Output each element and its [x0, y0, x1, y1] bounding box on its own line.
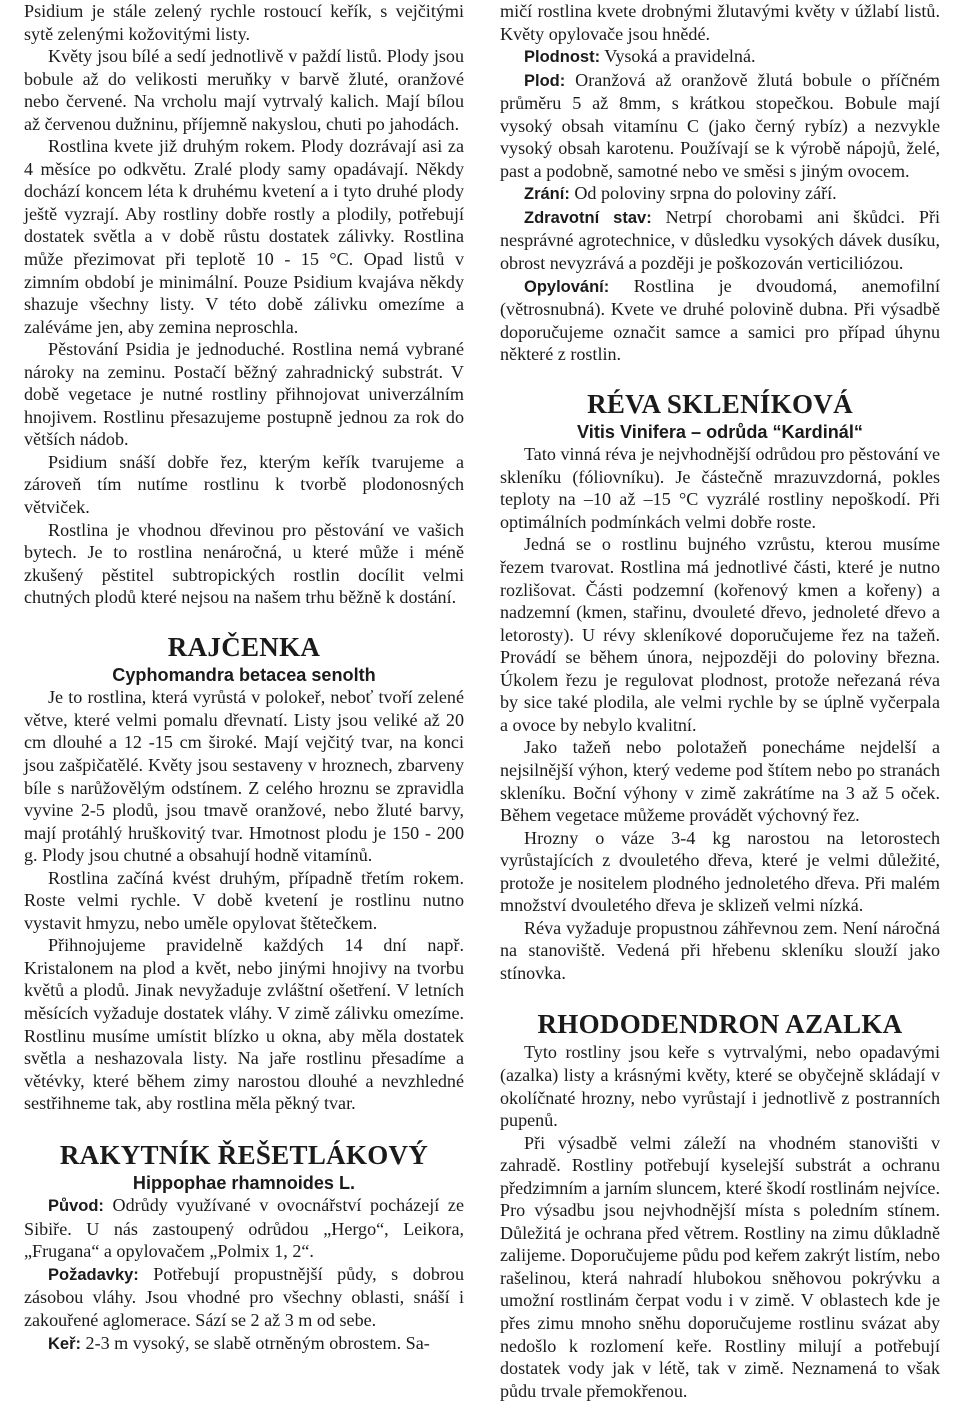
label-opylovani: Opylování:	[524, 277, 610, 296]
paragraph: Psidium je stále zelený rychle rostoucí keřík, s vejčitými sytě zelenými kožovitými listy.	[24, 1, 464, 44]
paragraph-opylovani	[500, 275, 940, 366]
paragraph-zdravotni	[500, 206, 940, 275]
heading-rakytnik: RAKYTNÍK ŘEŠETLÁKOVÝ	[59, 1139, 429, 1170]
paragraph: Přihnojujeme pravidelně každých 14 dní např. Kristalonem na plod a květ, nebo jinými hnojivy na tvorbu květů a plodů. Jinak nevyžaduje zvláštní ošetření. V letních měsících vyžaduje dostatek vláhy. V zimě zálivku omezíme. Rostlinu musíme umístit blízko u okna, aby měla dostatek světla a neshazovala listy. Na jaře rostlinu přesadíme a větévky, které během zimy narostou dlouhé a nevzhledné sestřihneme tak, aby rostlina měla pěkný tvar.	[24, 935, 464, 1114]
paragraph-plodnost	[500, 45, 940, 69]
label-plodnost: Plodnost:	[524, 48, 601, 67]
right-column	[500, 0, 940, 1402]
text-zdravotni: Netrpí chorobami ani škůdci. Při nesprávné agrotechnice, v důsledku vysokých dávek dusíku, obrost nevyzrává a později je poškozován verticiliózou.	[500, 206, 940, 274]
paragraph-zrani	[500, 182, 940, 206]
text-opylovani: Rostlina je dvoudomá, anemofilní (větrosnubná). Kvete ve druhé polovině dubna. Při výsadbě doporučujeme označit samce a samici pro případ úhynu některé z rostlin.	[500, 275, 940, 365]
text-zrani: Od poloviny srpna do poloviny září.	[569, 183, 837, 204]
paragraph: Tyto rostliny jsou keře s vytrvalými, nebo opadavými (azalka) listy a krásnými květy, které se obyčejně skládají v okolíčnaté hrozny, nebo vyrůstají i jednotlivě z postranních pupenů.	[500, 1042, 940, 1131]
paragraph: Rostlina je vhodnou dřevinou pro pěstování ve vašich bytech. Je to rostlina nenáročná, u které může i méně zkušený pěstitel subtropických rostlin docílit velmi chutných plodů které nejsou na našem trhu běžně k dostání.	[24, 519, 464, 608]
paragraph: Květy jsou bílé a sedí jednotlivě v paždí listů. Plody jsou bobule až do velikosti meruňky v barvě žluté, oranžové nebo červené. Na vrcholu mají vytrvalý kalich. Mají bílou až červenou dužninu, příjemně nakyslou, chuti po jahodách.	[24, 46, 464, 134]
paragraph: Pěstování Psidia je jednoduché. Rostlina nemá vybrané nároky na zeminu. Postačí běžný zahradnický substrát. V době vegetace je nutné rostliny přihnojovat univerzálním hnojivem. Rostlinu přesazujeme postupně jednou za rok do větších nádob.	[24, 339, 464, 450]
paragraph: Hrozny o váze 3-4 kg narostou na letorostech vyrůstajících z dvouletého dřeva, které je velmi důležité, protože je nositelem plodného jednoletého dřeva. Při malém množství dvouletého dřeva je sklizeň velmi nízká.	[500, 827, 940, 916]
text-pozadavky: Potřebují propustnější půdy, s dobrou zásobou vláhy. Jsou vhodné pro všechny oblasti, snáší i zakouřené aglomerace. Sází se 2 až 3 m od sebe.	[24, 1263, 464, 1330]
heading-rhododendron: RHODODENDRON AZALKA	[537, 1009, 903, 1040]
text-plodnost: Vysoká a pravidelná.	[600, 46, 756, 67]
paragraph: Je to rostlina, která vyrůstá v polokeř, neboť tvoří zelené větve, které velmi pomalu dřevnatí. Listy jsou veliké až 20 cm dlouhé a 12 -15 cm široké. Mají vejčitý tvar, na konci jsou zašpičatělé. Květy jsou sestaveny v hroznech, zbarveny bíle s narůžovělým odstínem. Z celého hroznu se zpravidla vyvine 2-5 plodů, jsou tmavě oranžové, nebo žluté barvy, mají protáhlý hruškovitý tvar. Hmotnost plodu je 150 - 200 g. Plody jsou chutné a obsahují hodně vitamínů.	[24, 687, 464, 866]
label-zrani: Zrání:	[524, 185, 570, 204]
label-zdravotni: Zdravotní stav:	[524, 208, 652, 227]
paragraph: Tato vinná réva je nejvhodnější odrůdou pro pěstování ve skleníku (fóliovníku). Je částečně mrazuvzdorná, pokles teploty na –10 až –15 °C vyzrálé rostliny nepoškodí. Při optimálních podmínkách velmi dobře roste.	[500, 444, 940, 532]
paragraph: Psidium snáší dobře řez, kterým keřík tvarujeme a zároveň tím nutíme rostlinu k tvorbě plodonosných větviček.	[24, 451, 464, 518]
label-plod: Plod:	[524, 71, 566, 90]
left-column	[24, 0, 464, 1355]
label-puvod: Původ:	[48, 1197, 104, 1216]
subheading-rajcenka: Cyphomandra betacea senolth	[112, 664, 376, 685]
paragraph: Jako tažeň nebo polotažeň ponecháme nejdelší a nejsilnější výhon, který vedeme pod štítem nebo po stranách skleníku. Boční výhony v zimě zakrátíme na 3 až 5 oček. Během vegetace můžeme provádět výchovný řez.	[500, 737, 940, 826]
paragraph-plod	[500, 69, 940, 183]
text-plod: Oranžová až oranžově žlutá bobule o příčném průměru 5 až 8mm, s krátkou stopečkou. Bobule mají vysoký obsah vitamínu C (jako černý rybíz) a nezvykle vysoký obsah karotenu. Používají se k výrobě nápojů, želé, past a podobně, samotné nebo ve směsi s jiným ovocem.	[500, 69, 940, 181]
text-puvod: Odrůdy využívané v ovocnářství pocházejí ze Sibiře. U nás zastoupený odrůdou „Hergo“, Leikora, „Frugana“ a opylovačem „Polmix 1, 2“.	[24, 1195, 464, 1262]
paragraph-ker	[24, 1332, 464, 1356]
paragraph: Jedná se o rostlinu bujného vzrůstu, kterou musíme řezem tvarovat. Rostlina má jednotlivé části, které je nutno rozlišovat. Části podzemní (kořenový kmen a kořeny) a nadzemní (kmen, stařinu, dvouleté dřevo, jednoleté dřevo a letorosty). U révy skleníkové doporučujeme řez na tažeň. Provádí se během února, nejpozději do poloviny března. Úkolem řezu je regulovat plodnost, protože neřezaná réva by sice také plodila, ale velmi rychle by se úplně vyčerpala a ovoce by nebylo kvalitní.	[500, 534, 940, 735]
heading-reva: RÉVA SKLENÍKOVÁ	[587, 388, 853, 419]
label-ker: Keř:	[48, 1334, 82, 1353]
text-ker: 2-3 m vysoký, se slabě otrněným obrostem. Sa-	[81, 1332, 430, 1353]
subheading-rakytnik: Hippophae rhamnoides L.	[132, 1172, 356, 1193]
paragraph-pozadavky	[24, 1263, 464, 1332]
paragraph: Rostlina začíná kvést druhým, případně třetím rokem. Roste velmi rychle. V době kvetení je rostlinu nutno vystavit hmyzu, nebo uměle opylovat štětečkem.	[24, 867, 464, 933]
paragraph: Rostlina kvete již druhým rokem. Plody dozrávají asi za 4 měsíce po odkvětu. Zralé plody samy opadávají. Někdy dochází koncem léta k druhému kvetení a i tyto druhé plody ještě vyzrají. Aby rostliny dobře rostly a plodily, potřebují dostatek světla a v době růstu dostatek zálivky. Rostlina může přezimovat při teplotě 10 - 15 °C. Opad listů v zimním období je minimální. Pouze Psidium kvajáva někdy shazuje všechny listy. V této době zálivku omezíme a zaléváme jen, aby zemina neproschla.	[24, 136, 464, 337]
paragraph-puvod	[24, 1194, 464, 1263]
paragraph: Při výsadbě velmi záleží na vhodném stanovišti v zahradě. Rostliny potřebují kyselejší substrát a ochranu předzimním a jarním sluncem, které škodí rostlinám nejvíce. Pro výsadbu jsou nejvhodnější místa s poledním stínem. Důležitá je ochrana před větrem. Rostliny na zimu důkladně zalijeme. Doporučujeme půdu pod keřem zakrýt listím, nebo rašelinou, která nahradí hlubokou sněhovou pokrývku a umožní rostlinám čerpat vodu i v zimě. V oblastech kde je přes zimu mnoho sněhu doporučujeme rostlinu svázat aby nedošlo k rozlomení keře. Rostliny milují a potřebují dostatek vody jak v létě, tak v zimě. Neznamená to však půdu trvale přemokřenou.	[500, 1132, 940, 1401]
label-pozadavky: Požadavky:	[48, 1265, 139, 1284]
paragraph: mičí rostlina kvete drobnými žlutavými květy v úžlabí listů. Květy opylovače jsou hnědé.	[500, 1, 940, 44]
subheading-reva: Vitis Vinifera – odrůda “Kardinál“	[577, 421, 863, 442]
paragraph: Réva vyžaduje propustnou záhřevnou zem. Není náročná na stanoviště. Vedená při hřebenu skleníku slouží jako stínovka.	[500, 917, 940, 983]
heading-rajcenka: RAJČENKA	[167, 631, 321, 662]
